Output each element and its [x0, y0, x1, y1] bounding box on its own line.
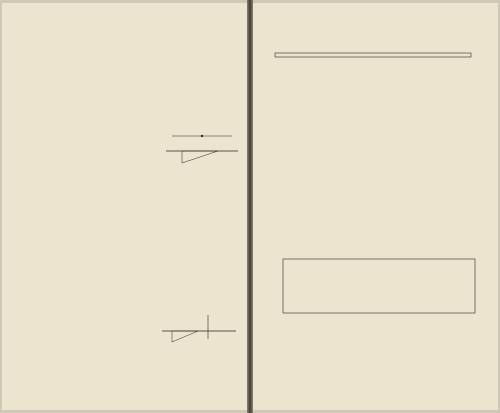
right-page [253, 3, 498, 410]
perpendicular-line-figure [158, 311, 240, 343]
left-running-head [10, 10, 50, 20]
paragraph-41 [261, 327, 267, 410]
right-running-head [261, 10, 301, 20]
parallel-line-figure [162, 117, 242, 163]
left-page [2, 3, 247, 410]
diagonal-scale-figure [273, 249, 483, 323]
paragraph-39 [10, 301, 16, 410]
equal-parts-scale-figure [271, 45, 481, 69]
